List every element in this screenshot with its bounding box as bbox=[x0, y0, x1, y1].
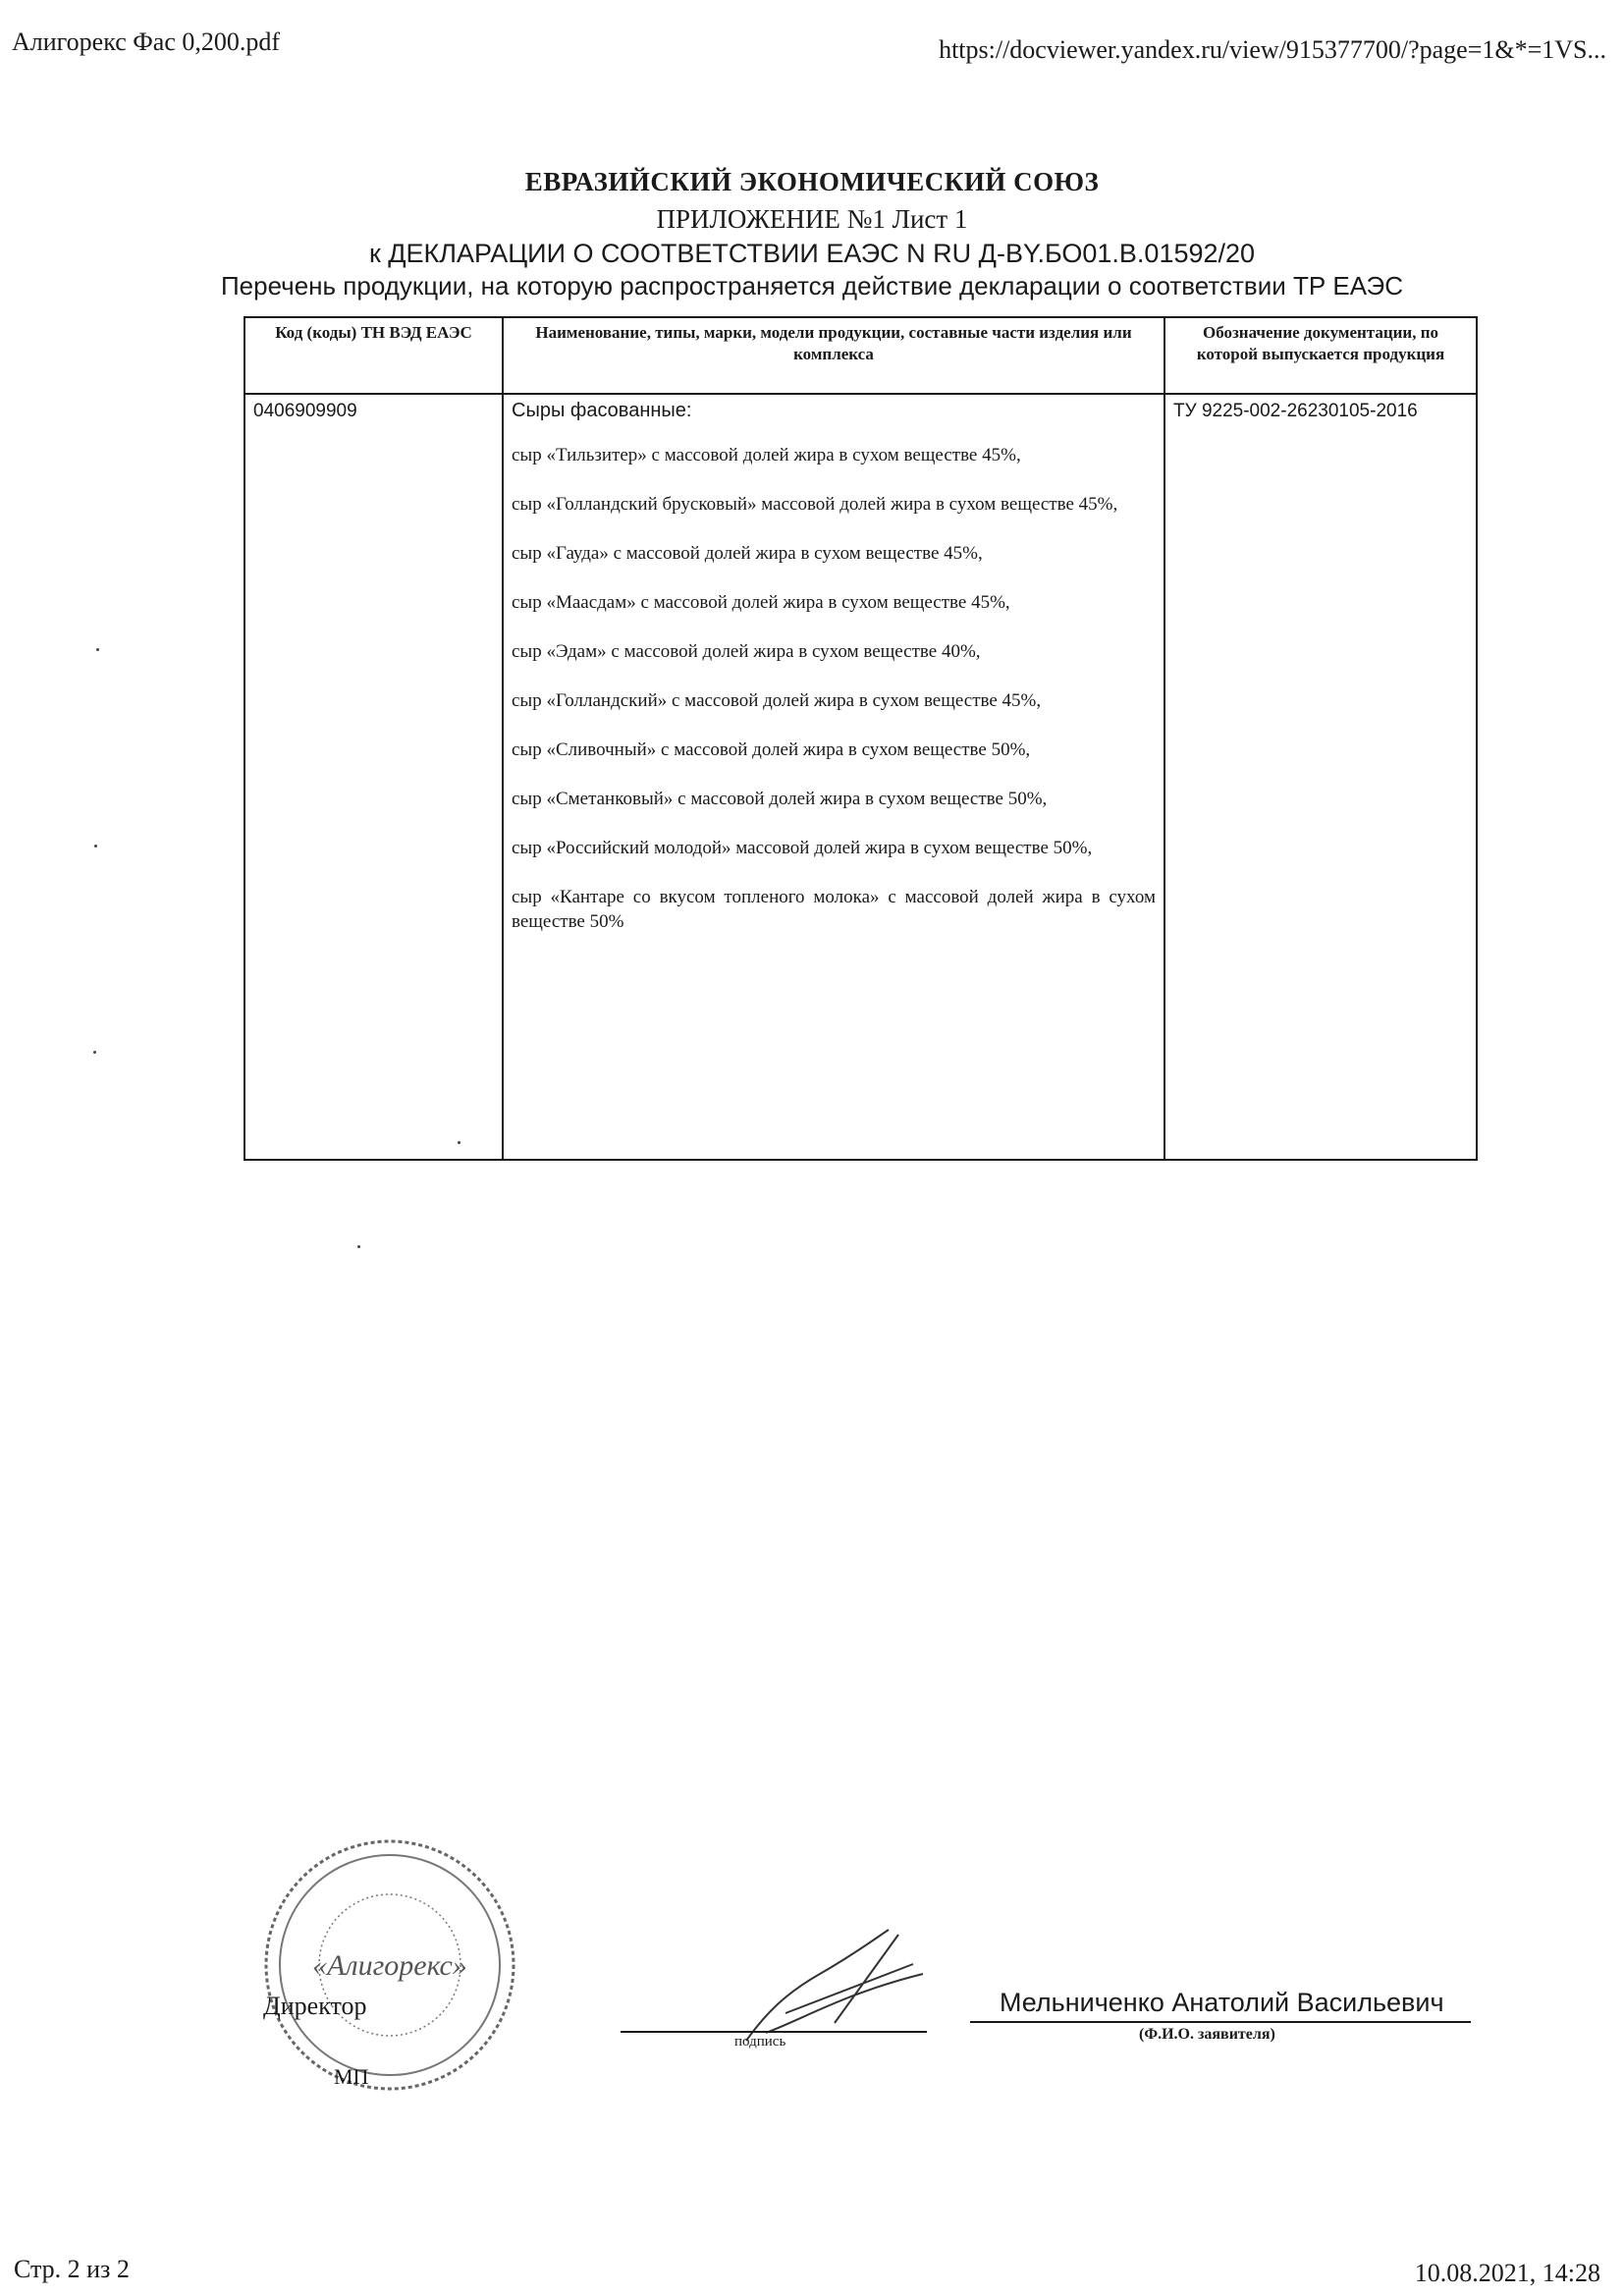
scope-heading: Перечень продукции, на которую распространяется действие декларации о соответствии ТР ЕАЭС bbox=[220, 271, 1404, 301]
product-item: сыр «Сметанковый» с массовой долей жира в сухом веществе 50%, bbox=[512, 789, 1048, 809]
appendix-heading: ПРИЛОЖЕНИЕ №1 Лист 1 bbox=[656, 204, 968, 234]
product-table bbox=[244, 316, 1478, 1161]
header-code: Код (коды) ТН ВЭД ЕАЭС bbox=[244, 317, 503, 394]
product-item: сыр «Маасдам» с массовой долей жира в сухом веществе 45%, bbox=[512, 592, 1010, 613]
print-timestamp: 10.08.2021, 14:28 bbox=[1414, 2259, 1600, 2287]
table-row bbox=[244, 394, 1477, 1160]
table-header-row bbox=[244, 317, 1477, 394]
products-title: Сыры фасованные: bbox=[512, 400, 692, 421]
header-product: Наименование, типы, марки, модели продукции, составные части изделия или комплекса bbox=[503, 317, 1164, 394]
product-item: сыр «Сливочный» с массовой долей жира в сухом веществе 50%, bbox=[512, 739, 1031, 760]
code-cell: 0406909909 bbox=[244, 394, 503, 1160]
product-item: сыр «Голландский» с массовой долей жира в сухом веществе 45%, bbox=[512, 690, 1042, 711]
documentation-cell: ТУ 9225-002-26230105-2016 bbox=[1164, 394, 1477, 1160]
product-item: сыр «Тильзитер» с массовой долей жира в сухом веществе 45%, bbox=[512, 445, 1021, 465]
round-seal bbox=[257, 1832, 522, 2098]
name-label: (Ф.И.О. заявителя) bbox=[1139, 2026, 1275, 2043]
seal-text: «Алигорекс» bbox=[312, 1949, 467, 1982]
scan-speck bbox=[93, 1051, 96, 1054]
products-cell bbox=[503, 394, 1164, 1160]
scan-speck bbox=[96, 648, 99, 651]
product-item: сыр «Эдам» с массовой долей жира в сухом веществе 40%, bbox=[512, 641, 981, 662]
page-counter: Стр. 2 из 2 bbox=[14, 2255, 130, 2283]
header-documentation: Обозначение документации, по которой выпускается продукция bbox=[1164, 317, 1477, 394]
product-item: сыр «Кантаре со вкусом топленого молока» с массовой долей жира в сухом веществе 50% bbox=[512, 887, 1156, 932]
product-item: сыр «Голландский брусковый» массовой долей жира в сухом веществе 45%, bbox=[512, 494, 1118, 515]
document-url[interactable]: https://docviewer.yandex.ru/view/915377700/?page=1&*=1VS... bbox=[939, 35, 1606, 64]
union-heading: ЕВРАЗИЙСКИЙ ЭКОНОМИЧЕСКИЙ СОЮЗ bbox=[524, 167, 1100, 196]
signer-name: Мельниченко Анатолий Васильевич bbox=[1000, 1988, 1444, 2017]
product-list bbox=[512, 443, 1156, 934]
stamp-label: МП bbox=[334, 2064, 369, 2089]
declaration-heading: к ДЕКЛАРАЦИИ О СООТВЕТСТВИИ ЕАЭС N RU Д-BY.БО01.В.01592/20 bbox=[368, 239, 1256, 268]
scan-speck bbox=[357, 1245, 360, 1248]
scan-speck bbox=[458, 1141, 460, 1144]
name-line bbox=[970, 2021, 1471, 2023]
product-item: сыр «Гауда» с массовой долей жира в сухом веществе 45%, bbox=[512, 543, 983, 564]
scan-speck bbox=[94, 845, 97, 847]
product-item: сыр «Российский молодой» массовой долей жира в сухом веществе 50%, bbox=[512, 838, 1093, 858]
signature-label: подпись bbox=[734, 2034, 786, 2050]
signer-role: Директор bbox=[263, 1992, 367, 2020]
document-file-name: Алигорекс Фас 0,200.pdf bbox=[12, 27, 281, 56]
signature-line bbox=[621, 2031, 927, 2033]
